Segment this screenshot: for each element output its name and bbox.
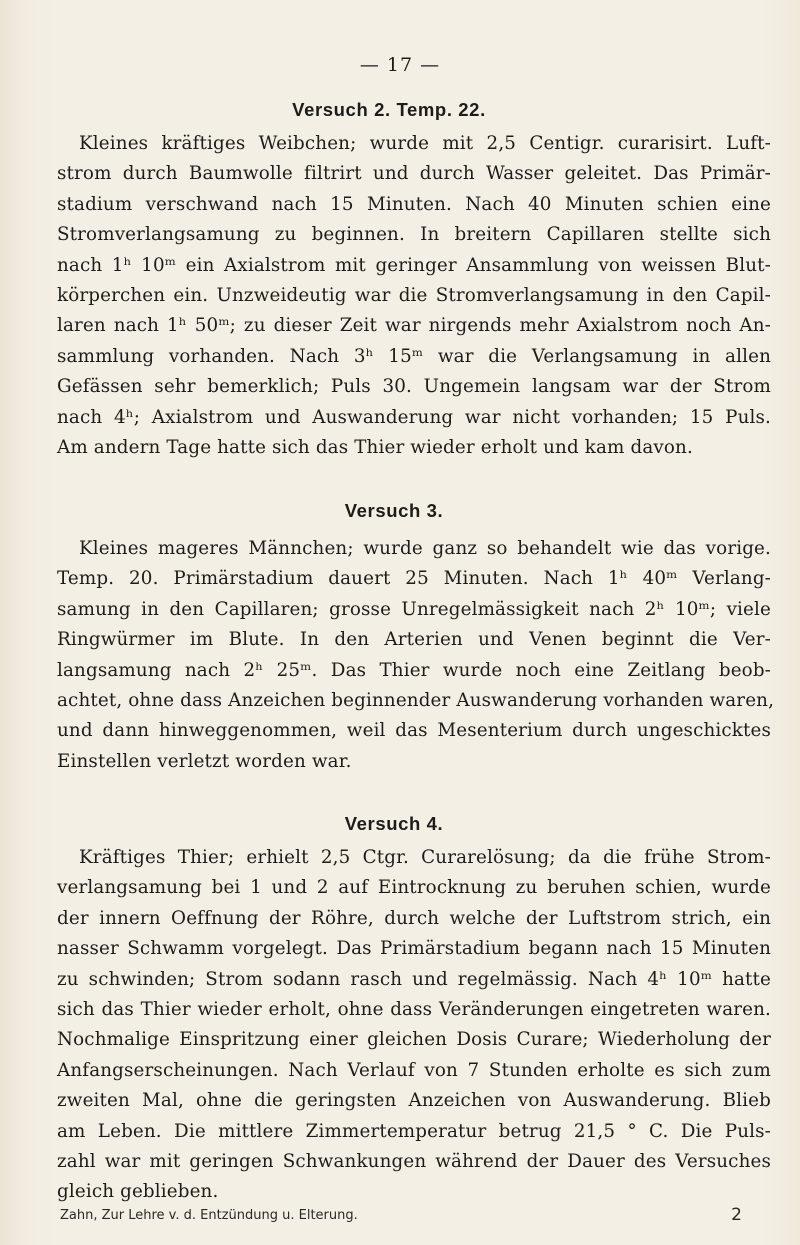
text-line: Kleines mageres Männchen; wurde ganz so behandelt wie das vorige. [79,538,771,559]
text-line: Temp. 20. Primärstadium dauert 25 Minuten. Nach 1ʰ 40ᵐ Verlang- [57,568,771,590]
text-line: gleich geblieben. [57,1181,219,1203]
text-line: verlangsamung bei 1 und 2 auf Eintrocknung zu beruhen schien, wurde [57,877,771,899]
section-heading: Versuch 4. [344,813,444,834]
text-line: zu schwinden; Strom sodann rasch und regelmässig. Nach 4ʰ 10ᵐ hatte [57,968,771,990]
page-footer [60,1205,760,1225]
text-line: Stromverlangsamung zu beginnen. In breitern Capillaren stellte sich [57,224,771,246]
text-line: nach 4ʰ; Axialstrom und Auswanderung war nicht vorhanden; 15 Puls. [57,406,771,428]
text-line: achtet, ohne dass Anzeichen beginnender Auswanderung vorhanden waren, [57,690,775,712]
text-line: Anfangserscheinungen. Nach Verlauf von 7 Stunden erholte es sich zum [57,1059,771,1081]
section-heading: Versuch 2. Temp. 22. [292,99,486,120]
text-line: zahl war mit geringen Schwankungen während der Dauer des Versuches [57,1151,771,1173]
text-line: strom durch Baumwolle filtrirt und durch Wasser geleitet. Das Primär- [57,163,771,185]
section-paragraph [57,843,771,1208]
text-line: nach 1ʰ 10ᵐ ein Axialstrom mit geringer Ansammlung von weissen Blut- [57,254,771,276]
text-line: zweiten Mal, ohne die geringsten Anzeichen von Auswanderung. Blieb [57,1090,771,1112]
text-line: sammlung vorhanden. Nach 3ʰ 15ᵐ war die Verlangsamung in allen [57,345,771,367]
text-line: Einstellen verletzt worden war. [57,750,352,772]
text-line: Ringwürmer im Blute. In den Arterien und Venen beginnt die Ver- [57,629,771,651]
text-line: Am andern Tage hatte sich das Thier wieder erholt und kam davon. [57,437,693,459]
text-line: samung in den Capillaren; grosse Unregelmässigkeit nach 2ʰ 10ᵐ; viele [57,598,771,620]
section-paragraph [57,129,771,463]
text-line: stadium verschwand nach 15 Minuten. Nach 40 Minuten schien eine [57,193,771,215]
text-line: am Leben. Die mittlere Zimmertemperatur betrug 21,5 ° C. Die Puls- [57,1120,771,1142]
text-line: laren nach 1ʰ 50ᵐ; zu dieser Zeit war nirgends mehr Axialstrom noch An- [57,315,771,337]
section-heading: Versuch 3. [344,500,444,521]
page-number: — 17 — [359,54,441,76]
section-versuch-2 [57,99,771,463]
section-paragraph [57,534,775,777]
text-line: Nochmalige Einspritzung einer gleichen Dosis Curare; Wiederholung der [57,1029,771,1051]
text-line: Kleines kräftiges Weibchen; wurde mit 2,5 Centigr. curarisirt. Luft- [79,133,771,154]
signature-mark: 2 [731,1205,742,1225]
text-line: Kräftiges Thier; erhielt 2,5 Ctgr. Curarelösung; da die frühe Strom- [79,847,771,868]
text-line: körperchen ein. Unzweideutig war die Stromverlangsamung in den Capil- [57,285,771,307]
footer-reference: Zahn, Zur Lehre v. d. Entzündung u. Elterung. [60,1208,358,1223]
section-versuch-3 [57,500,775,777]
text-line: langsamung nach 2ʰ 25ᵐ. Das Thier wurde noch eine Zeitlang beob- [57,659,771,681]
text-line: sich das Thier wieder erholt, ohne dass Veränderungen eingetreten waren. [57,999,771,1021]
text-line: Gefässen sehr bemerklich; Puls 30. Ungemein langsam war der Strom [57,376,771,398]
text-line: nasser Schwamm vorgelegt. Das Primärstadium begann nach 15 Minuten [57,938,771,960]
text-line: und dann hinweggenommen, weil das Mesenterium durch ungeschicktes [57,720,771,742]
text-line: der innern Oeffnung der Röhre, durch welche der Luftstrom strich, ein [57,907,771,929]
section-versuch-4 [57,813,771,1208]
